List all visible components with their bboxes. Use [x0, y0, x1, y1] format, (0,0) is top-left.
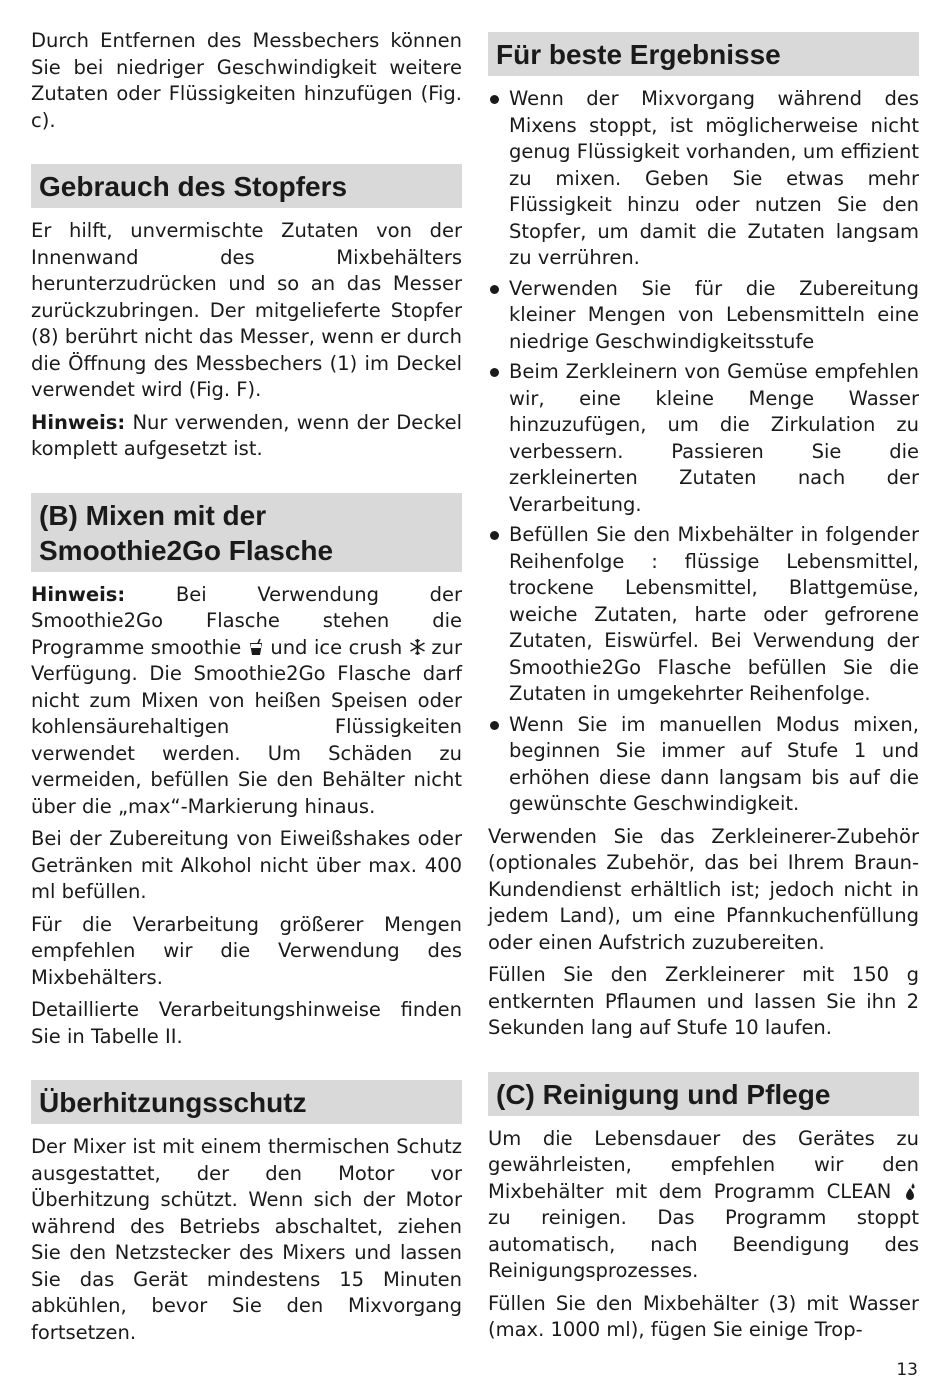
list-item-text: Befüllen Sie den Mixbehälter in folgender Reihenfolge : flüssige Lebensmittel, trockene Lebensmittel, Blattgemüse, weiche Zutaten, harte oder gefrorene Zutaten, Eiswürfel. Bei Verwendung der Smoothie2Go Flasche befüllen Sie die Zutaten in umgekehrter Reihenfolge. [509, 523, 919, 705]
overheat-paragraph: Der Mixer ist mit einem thermischen Schutz ausgestattet, der den Motor vor Überhitzung schützt. Wenn sich der Motor während des Betriebs abschaltet, ziehen Sie den Netzstecker des Mixers und lassen Sie das Gerät mindestens 15 Minuten abkühlen, bevor Sie den Mixvorgang fortsetzen. [31, 1135, 462, 1344]
cleaning-heading: (C) Reinigung und Pflege [488, 1072, 919, 1116]
cleaning-text-2: zu reinigen. Das Programm stoppt automatisch, nach Beendigung des Reinigungsprozesses. [488, 1206, 919, 1282]
note-text-2: und ice crush [263, 635, 409, 659]
right-column [488, 28, 919, 1350]
cleaning-paragraph [488, 1126, 919, 1285]
note-label: Hinweis: [31, 582, 126, 606]
protein-paragraph: Bei der Zubereitung von Eiweißshakes oder Getränken mit Alkohol nicht über max. 400 ml befüllen. [31, 827, 462, 903]
snowflake-icon [409, 637, 425, 655]
note-text-3: zur Verfügung. Die Smoothie2Go Flasche darf nicht zum Mixen von heißen Speisen oder kohlensäurehaltigen Flüssigkeiten verwendet werden. Um Schäden zu vermeiden, befüllen Sie den Behälter nicht über die „max“-Markierung hinaus. [31, 635, 462, 818]
list-item-text: Wenn der Mixvorgang während des Mixens stoppt, ist möglicherweise nicht genug Flüssigkeit vorhanden, um effizient zu mixen. Geben Sie etwas mehr Flüssigkeit hinzu oder nutzen Sie den Stopfer, um damit die Zutaten langsam zu verrühren. [509, 87, 919, 269]
best-results-heading: Für beste Ergebnisse [488, 32, 919, 76]
overheat-heading: Überhitzungsschutz [31, 1080, 462, 1124]
list-item-text: Verwenden Sie für die Zubereitung kleiner Mengen von Lebensmitteln eine niedrige Geschwindigkeitsstufe [509, 276, 919, 353]
list-item-text: Beim Zerkleinern von Gemüse empfehlen wir, eine kleine Menge Wasser hinzuzufügen, um die Zirkulation zu verbessern. Passieren Sie die zerkleinerten Zutaten nach der Verarbeitung. [509, 360, 919, 516]
list-item [488, 359, 919, 518]
cleaning-fill-paragraph: Füllen Sie den Mixbehälter (3) mit Wasser (max. 1000 ml), fügen Sie einige Trop- [488, 1291, 919, 1341]
smoothie-cup-icon [248, 637, 264, 655]
smoothie-note [31, 582, 462, 821]
note-label: Hinweis: [31, 410, 126, 434]
bullet-icon [490, 531, 499, 540]
intro-paragraph: Durch Entfernen des Messbechers können Sie bei niedriger Geschwindigkeit weitere Zutaten oder Flüssigkeiten hinzufügen (Fig. c). [31, 29, 462, 132]
bullet-icon [490, 368, 499, 377]
clean-drops-icon [903, 1181, 919, 1199]
note-text-1: Bei Verwendung der Smoothie2Go Flasche stehen die Programme smoothie [31, 582, 462, 659]
table-reference-paragraph: Detaillierte Verarbeitungshinweise finden Sie in Tabelle II. [31, 998, 462, 1048]
list-item [488, 522, 919, 708]
list-item [488, 276, 919, 356]
cleaning-text-1: Um die Lebensdauer des Gerätes zu gewährleisten, empfehlen wir den Mixbehälter mit dem Programm CLEAN [488, 1126, 919, 1203]
list-item [488, 86, 919, 272]
bullet-icon [490, 721, 499, 730]
large-amounts-paragraph: Für die Verarbeitung größerer Mengen empfehlen wir die Verwendung des Mixbehälters. [31, 912, 462, 989]
smoothie-heading: (B) Mixen mit der Smoothie2Go Flasche [31, 493, 462, 572]
chopper-accessory-paragraph: Verwenden Sie das Zerkleinerer-Zubehör (optionales Zubehör, das bei Ihrem Braun-Kundendienst erhältlich ist; jedoch nicht in jedem Land), um eine Pfannkuchenfüllung oder einen Aufstrich zuzubereiten. [488, 824, 919, 954]
note-text: Nur verwenden, wenn der Deckel komplett aufgesetzt ist. [31, 410, 462, 460]
chopper-plums-paragraph: Füllen Sie den Zerkleinerer mit 150 g entkernten Pflaumen und lassen Sie ihn 2 Sekunden lang auf Stufe 10 laufen. [488, 963, 919, 1039]
bullet-icon [490, 95, 499, 104]
bullet-icon [490, 285, 499, 294]
list-item [488, 712, 919, 818]
left-column [31, 28, 462, 1352]
stopfer-paragraph: Er hilft, unvermischte Zutaten von der Innenwand des Mixbehälters herunterzudrücken und so an das Messer zurückzubringen. Der mitgelieferte Stopfer (8) berührt nicht das Messer, wenn er durch die Öffnung des Messbechers (1) im Deckel verwendet wird (Fig. F). [31, 219, 462, 401]
page-number: 13 [896, 1360, 918, 1380]
tips-list [488, 86, 919, 818]
stopfer-heading: Gebrauch des Stopfers [31, 164, 462, 208]
stopfer-note [31, 410, 462, 463]
list-item-text: Wenn Sie im manuellen Modus mixen, beginnen Sie immer auf Stufe 1 und erhöhen diese dann langsam bis auf die gewünschte Geschwindigkeit. [509, 712, 919, 815]
